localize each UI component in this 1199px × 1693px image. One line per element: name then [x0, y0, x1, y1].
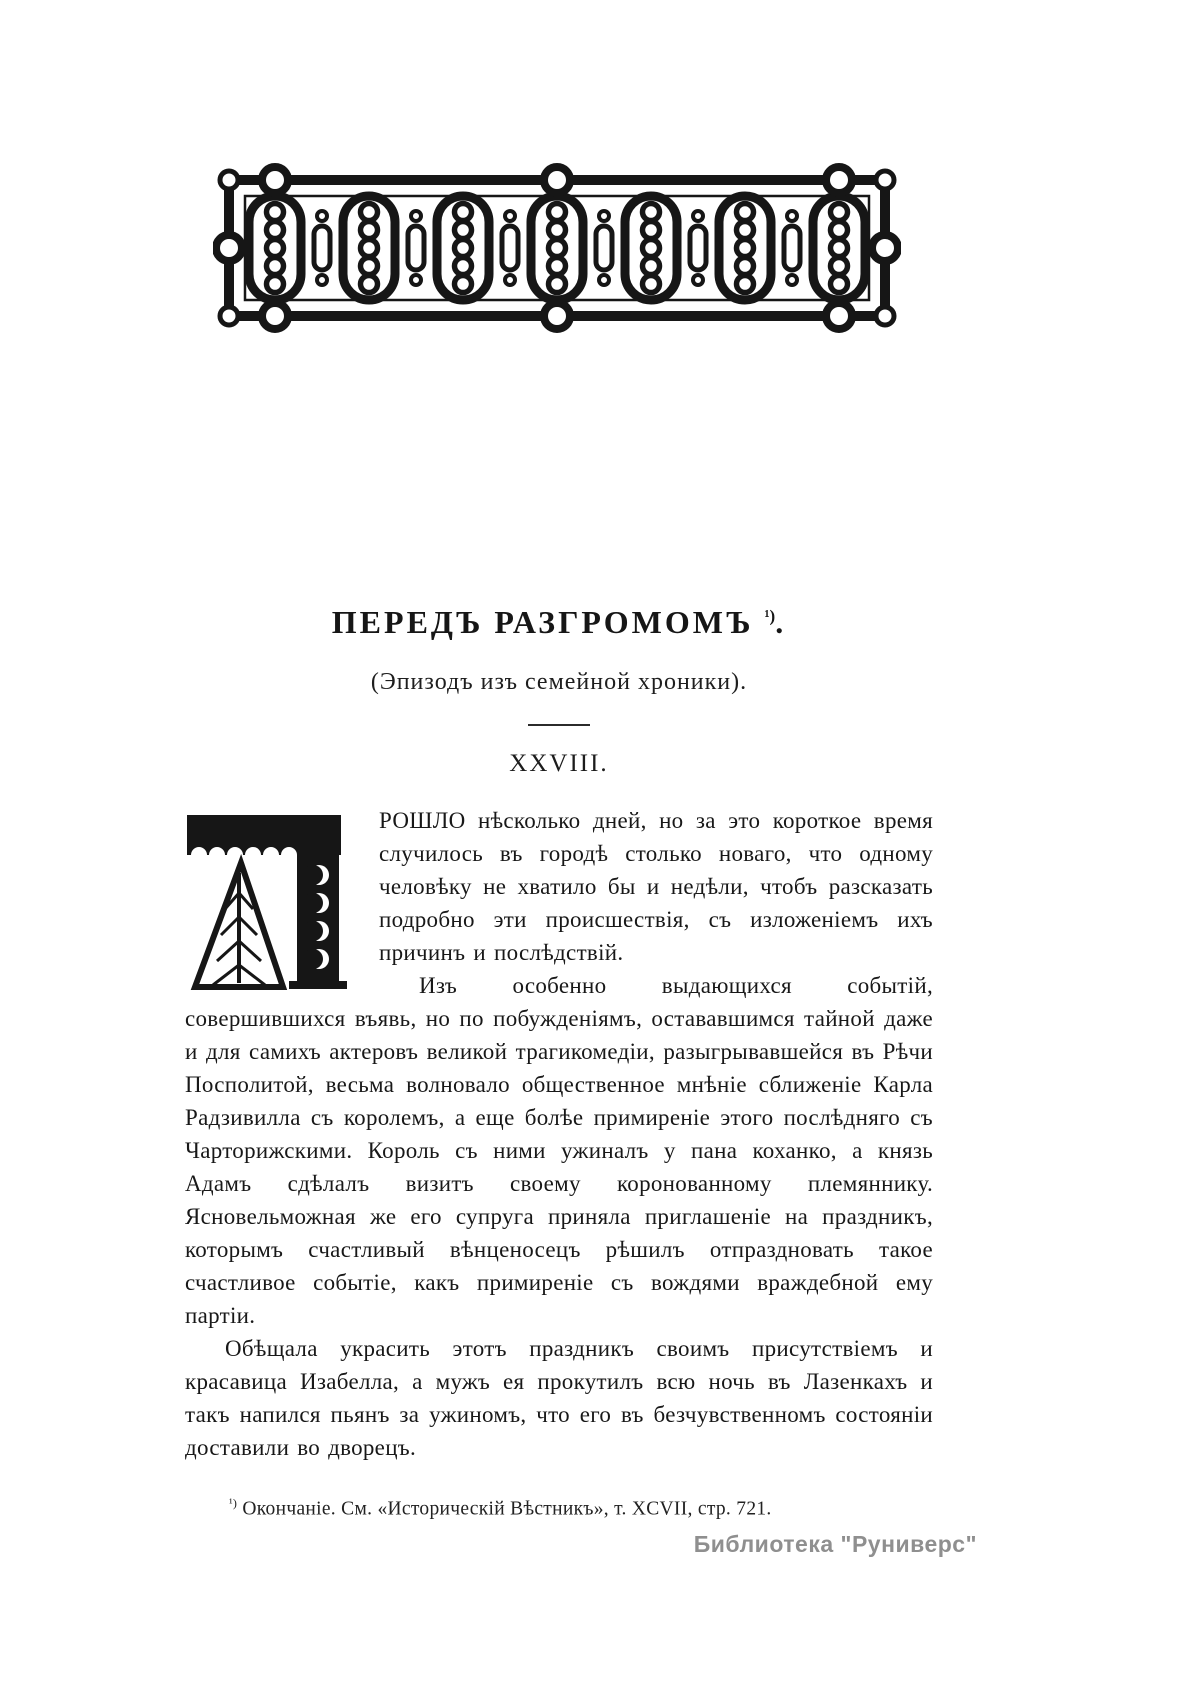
- chapter-heading: XXVIII.: [509, 750, 609, 777]
- decorative-header-ornament: [213, 158, 901, 338]
- library-watermark: Библиотека "Руниверс": [693, 1531, 977, 1557]
- page-subtitle: (Эпизодъ изъ семейной хроники).: [370, 669, 748, 695]
- section-divider-rule: [528, 724, 590, 726]
- dropcap-graphic: [185, 809, 363, 995]
- paragraph: РОШЛО нѣсколько дней, но за это короткое время случилось въ городѣ столько новаго, что одному человѣку не хватило бы и недѣли, чтобъ разсказать подробно эти происшествія, съ изложеніемъ ихъ причинъ и послѣдствій.: [379, 808, 933, 965]
- ornament-band-graphic: [213, 158, 901, 338]
- footnote-marker: ¹): [229, 1496, 238, 1510]
- dropcap-letter-P-illustration: [185, 809, 363, 995]
- title-text: ПЕРЕДЪ РАЗГРОМОМЪ: [331, 604, 754, 640]
- title-footnote-marker: ¹): [764, 606, 776, 626]
- page-title: [185, 604, 933, 641]
- body-text-block: [185, 804, 933, 1464]
- footnote: [185, 1490, 933, 1523]
- page-content-column: [185, 158, 933, 1523]
- footnote-text: Окончаніе. См. «Историческій Вѣстникъ», т. XCVII, стр. 721.: [242, 1498, 772, 1520]
- paragraph: Изъ особенно выдающихся событій, совершившихся въявь, но по побужденіямъ, остававшимся тайной даже и для самихъ актеровъ великой трагикомедіи, разыгрывавшейся въ Рѣчи Посполитой, весьма волновало общественное мнѣніе сближеніе Карла Радзивилла съ королемъ, а еще болѣе примиреніе этого послѣдняго съ Чарторижскими. Король съ ними ужиналъ у пана коханко, а князь Адамъ сдѣлалъ визитъ своему коронованному племяннику. Ясновельможная же его супруга приняла приглашеніе на праздникъ, которымъ счастливый вѣнценосецъ рѣшилъ отпраздновать такое счастливое событіе, какъ примиреніе съ вождями враждебной ему партіи.: [185, 973, 933, 1328]
- paragraph: Обѣщала украсить этотъ праздникъ своимъ присутствіемъ и красавица Изабелла, а мужъ ея прокутилъ всю ночь въ Лазенкахъ и такъ напился пьянъ за ужиномъ, что его въ безчувственномъ состояніи доставили во дворецъ.: [185, 1336, 933, 1460]
- title-period: .: [775, 604, 787, 640]
